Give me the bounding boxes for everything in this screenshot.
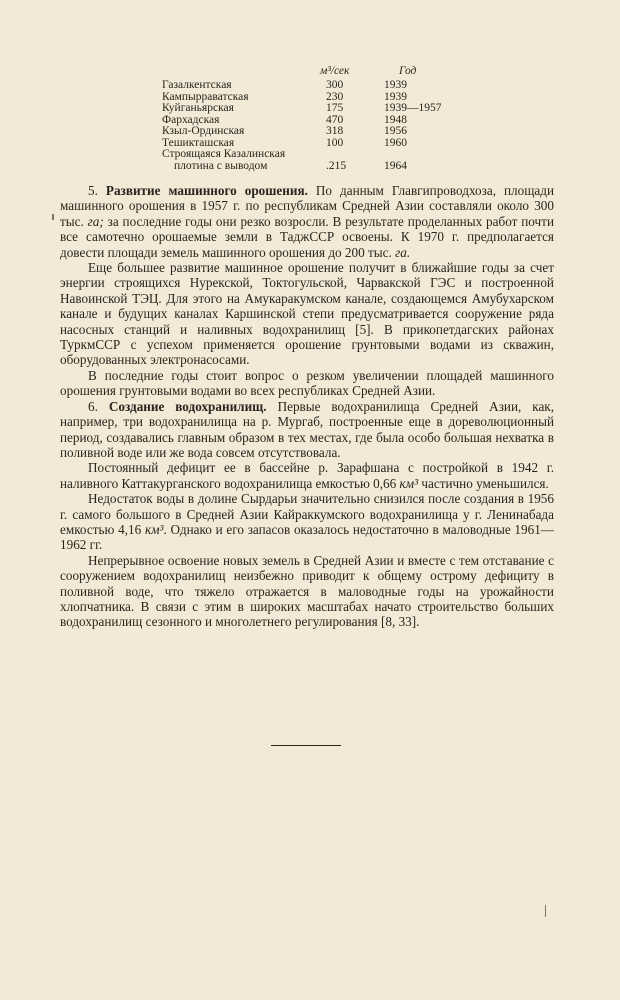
paper-speck [52,214,54,220]
year-value: 1939 [384,79,407,91]
section6-paragraph-2 [60,460,554,491]
section6-paragraph-1 [60,399,554,461]
section6-paragraph-4: Непрерывное освоение новых земель в Средней Азии и вместе с тем отставание с сооружением водохранилищ неизбежно приводит к общему острому дефициту в поливной воде, что тяжело отражается в маловодные годы на урожайности хлопчатника. В связи с этим в широких масштабах начато строительство больших водохранилищ сезонного и многолетнего регулирования [8, 33]. [60,552,554,630]
dam-name-line1: Строящаяся Казалинская [162,148,286,160]
dam-name [162,149,285,172]
discharge-value: 175 [326,102,344,114]
paragraph-text: Постоянный дефицит ее в бассейне р. Зарафшана с постройкой в 1942 г. наливного Каттакурганского водохранилища емкостью 0,66 [60,460,554,491]
dam-name: Фархадская [162,113,220,126]
year-value: 1939—1957 [384,102,442,114]
table-header [162,66,462,80]
end-rule [271,745,341,746]
paragraph-text: По данным Главгипроводхоза, площади машинного орошения в 1957 г. по республикам Средней Азии составляли около 300 тыс. [60,183,554,229]
discharge-value: .215 [326,159,347,172]
year-value: 1956 [384,125,407,137]
discharge-value: 230 [326,90,344,103]
dam-name: Газалкентская [162,79,232,91]
section6-number: 6. [88,398,98,414]
header-year: Год [399,65,417,77]
paragraph-text: Недостаток воды в долине Сырдарьи значительно снизился после создания в 1956 г. самого большого в Средней Азии Кайраккумского водохранилища у г. Ленинабада емкостью 4,16 [60,491,554,537]
table-row [162,126,462,138]
paragraph-text: Первые водохранилища Средней Азии, как, например, три водохранилища на р. Мургаб, построенные еще в дореволюционный период, создавались главным образом в тех местах, где была особо большая нехватка в поливной воде или же вода совсем отсутствовала. [60,398,555,460]
discharge-value: 470 [326,113,344,126]
year-value: 1960 [384,136,407,149]
section5-paragraph-1 [60,183,554,260]
year-value: 1964 [384,159,407,172]
section5-number: 5. [88,183,98,198]
discharge-value: 100 [326,136,344,149]
section6-title: Создание водохранилищ. [108,398,267,414]
paragraph-text: за последние годы они резко возросли. В результате проделанных работ почти все самотечно орошаемые земли в ТаджССР освоены. К 1970 г. предполагается довести площади земель машинного орошения до 200 тыс. [60,213,555,260]
unit-text: км³ [399,475,419,491]
discharge-value: 300 [326,79,344,91]
section5-title: Развитие машинного орошения. [105,183,308,198]
year-value: 1948 [384,113,407,126]
discharge-value: 318 [326,125,344,137]
section5-paragraph-2: Еще большее развитие машинное орошение получит в ближайшие годы за счет энергии строящихся Нурекской, Токтогульской, Чарвакской ГЭС и построенной Навоинской ТЭЦ. Для этого на Амукаракумском канале, создающемся Амубухарском канале и будущих каналах Каршинской степи предусматривается сооружение ряда насосных станций и наливных водохранилищ [5]. В прикопетдагских районах ТуркмССР с успехом применяется орошение грунтовыми водами из скважин, оборудованных электронасосами. [60,260,554,368]
dam-name: Кзыл-Ординская [162,125,245,137]
unit-text: км³ [144,521,164,537]
paragraph-text: частично уменьшился. [418,475,549,491]
dam-name-line2: плотина с выводом [174,159,268,172]
unit-text: га; [87,213,104,229]
unit-text: га. [395,244,411,260]
section6-paragraph-3 [60,491,554,553]
paragraph-text: . Однако и его запасов оказалось недостаточно в маловодные 1961—1962 гг. [60,521,554,553]
dam-name: Тешикташская [162,136,235,149]
table-row [162,103,462,115]
header-unit: м³/сек [320,65,350,77]
year-value: 1939 [384,90,407,103]
table-row [162,80,462,92]
body-text [60,183,554,630]
section5-paragraph-3: В последние годы стоит вопрос о резком увеличении площадей машинного орошения грунтовыми водами во всех республиках Средней Азии. [60,367,554,399]
dam-name: Кампырраватская [162,90,249,103]
dam-name: Куйганьярская [162,102,234,114]
table-row [162,149,462,172]
paper-speck [545,905,546,917]
dam-capacity-table [162,66,462,172]
